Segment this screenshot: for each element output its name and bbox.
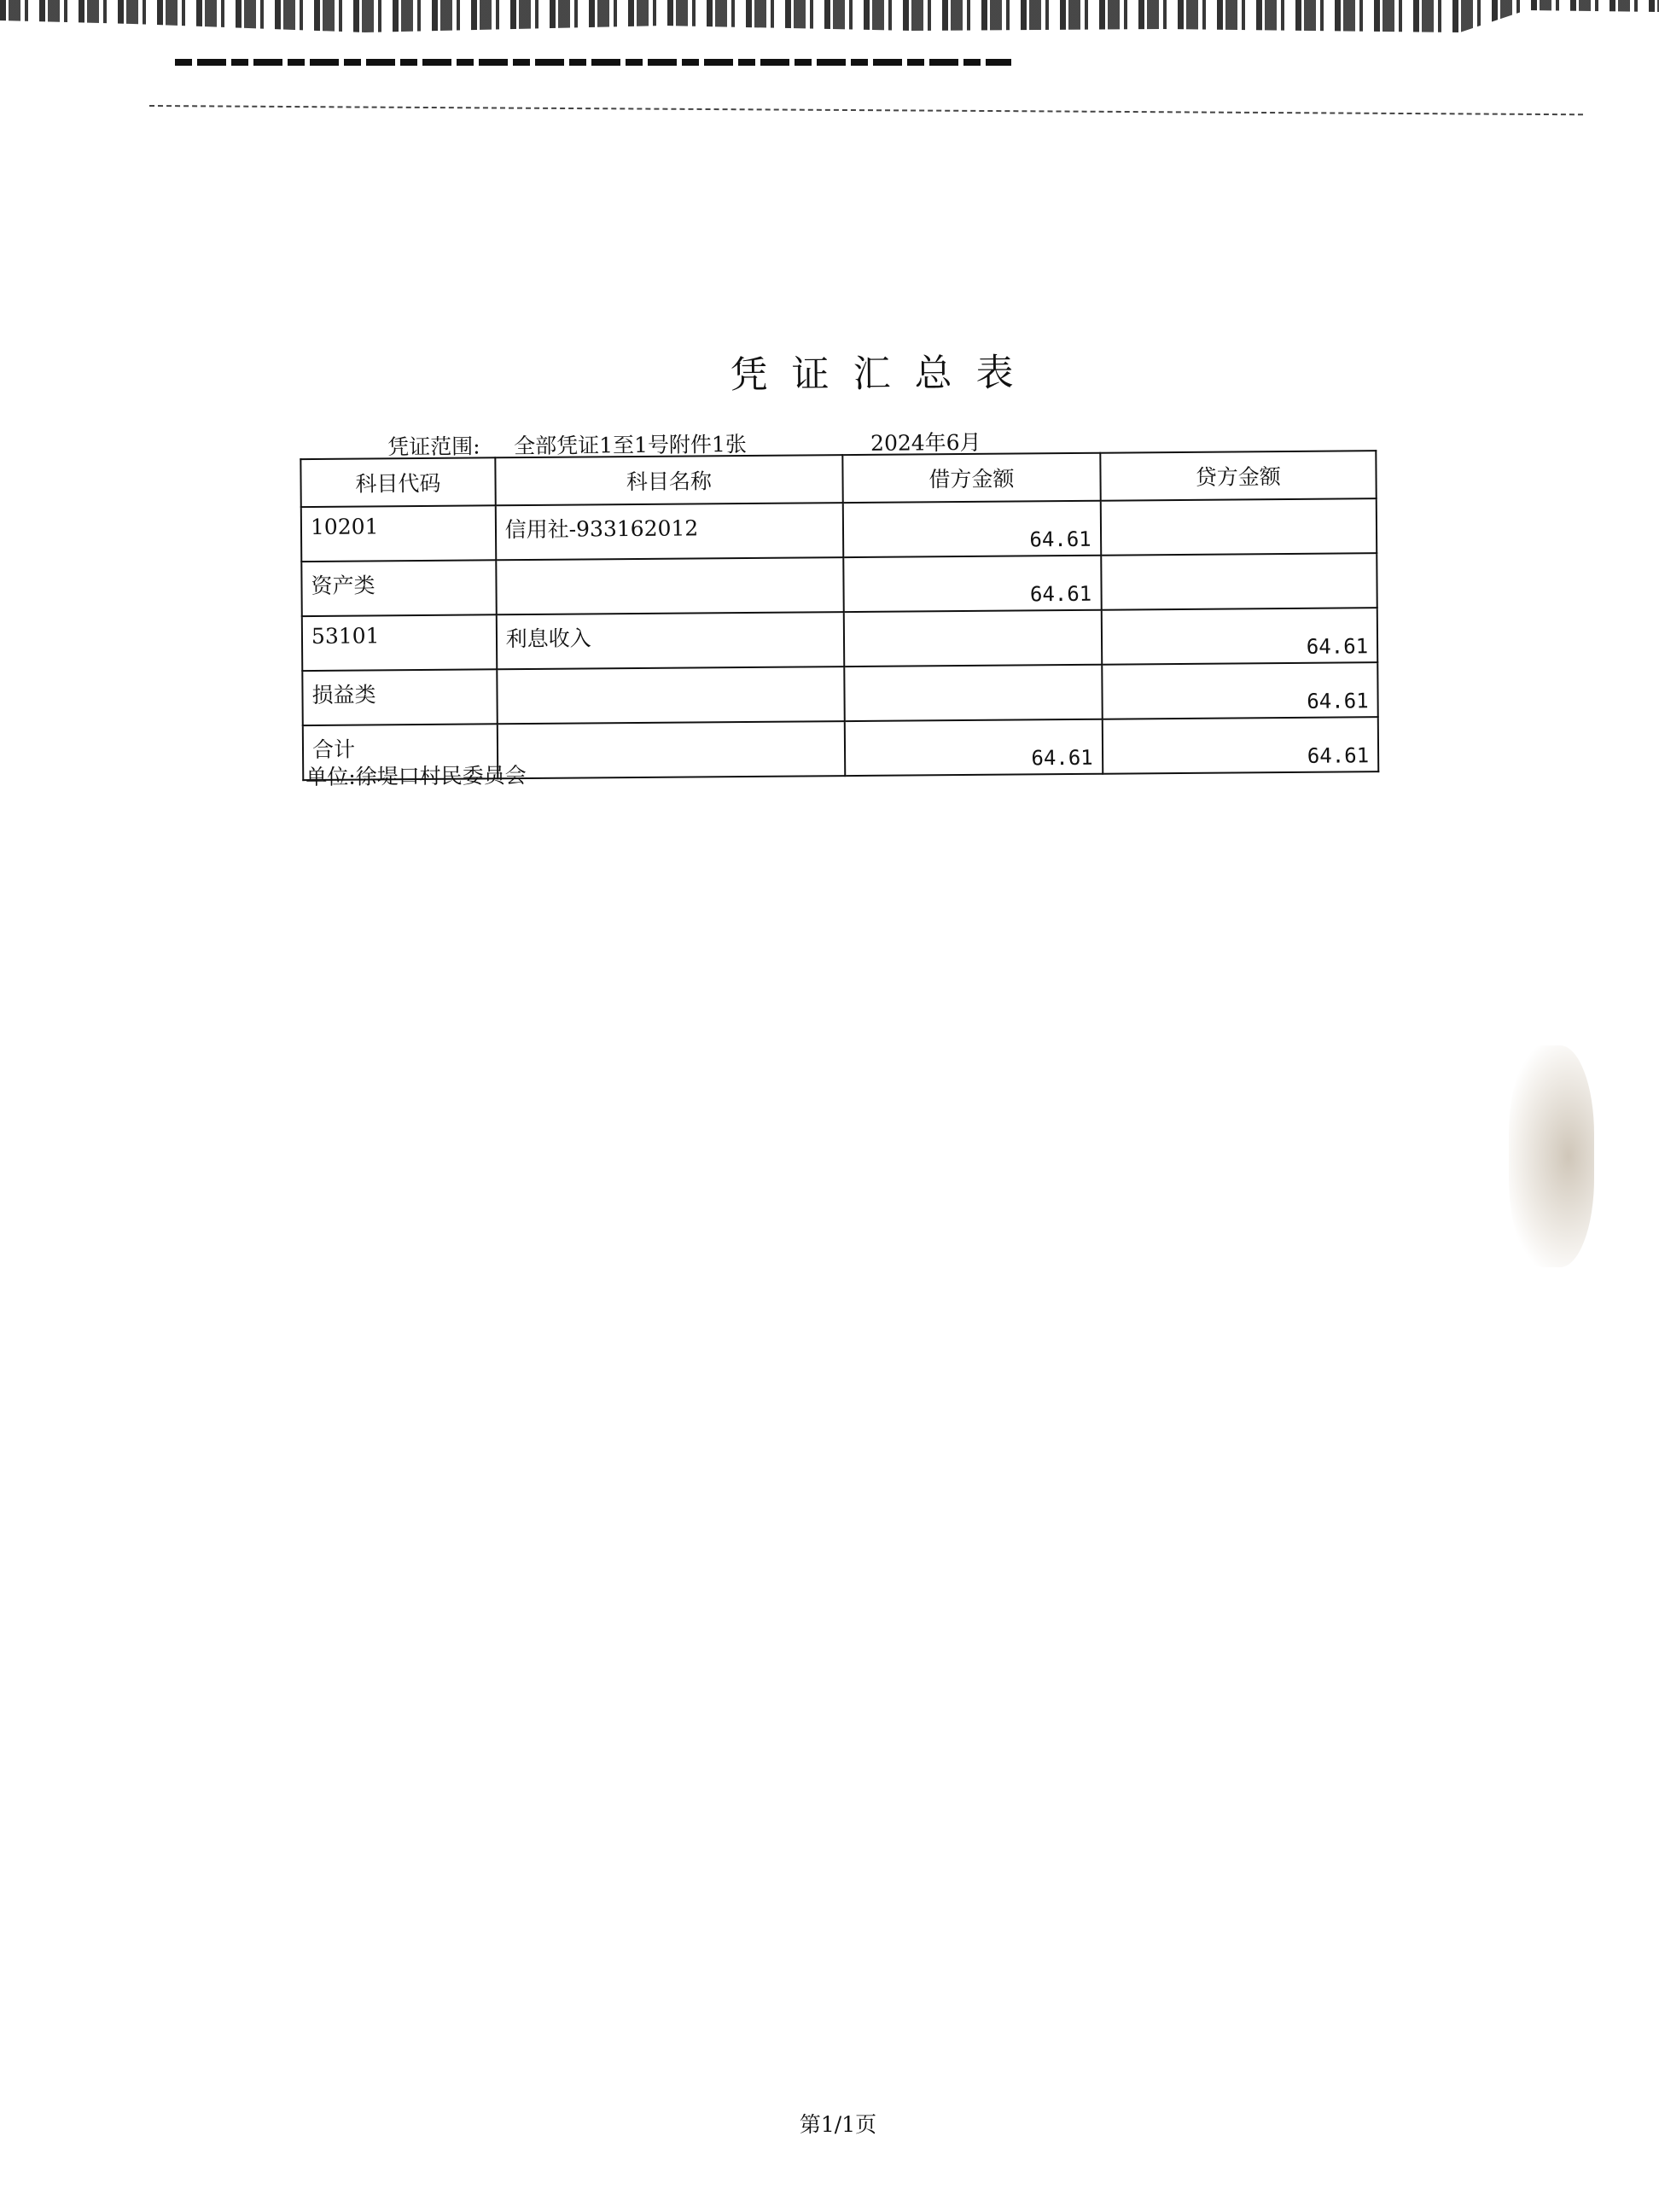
debit-cell: 64.61 [843,501,1101,557]
account-code-cell: 10201 [301,505,496,562]
credit-cell: 64.61 [1101,608,1377,665]
table-row [301,498,1377,562]
account-name-cell [497,667,845,724]
account-name-cell [496,557,844,614]
table-row [302,662,1377,725]
account-name-cell: 利息收入 [496,612,844,669]
voucher-range-value: 全部凭证1至1号附件1张 [514,431,748,459]
account-name-cell [497,721,845,778]
credit-cell [1101,553,1377,610]
voucher-summary-table [300,450,1379,781]
debit-cell: 64.61 [843,556,1101,612]
credit-cell: 64.61 [1102,662,1378,719]
debit-cell [844,665,1102,721]
total-label-cell: 合计 [303,724,498,780]
voucher-range-label: 凭证范围: [387,434,480,460]
header-account-code: 科目代码 [300,457,495,507]
unit-label: 单位:徐堤口村民委员会 [306,763,527,790]
table-row [302,608,1377,671]
table-header-row [300,451,1376,507]
period-label: 2024年6月 [870,429,981,456]
header-debit-amount: 借方金额 [842,453,1100,503]
header-account-name: 科目名称 [495,455,843,505]
total-debit-cell: 64.61 [845,719,1103,776]
account-code-cell: 损益类 [302,669,497,725]
account-name-cell: 信用社-933162012 [495,503,843,560]
document-title: 凭证汇总表 [730,351,1038,398]
total-credit-cell: 64.61 [1102,717,1378,774]
account-code-cell: 资产类 [301,560,496,616]
document-page [0,0,1659,860]
account-code-cell: 53101 [302,614,497,671]
credit-cell [1100,498,1377,556]
header-credit-amount: 贷方金额 [1100,451,1377,501]
page-number: 第1/1页 [799,2112,877,2137]
table-row [301,553,1377,616]
debit-cell [844,610,1102,667]
scan-stain [1509,1045,1594,1267]
